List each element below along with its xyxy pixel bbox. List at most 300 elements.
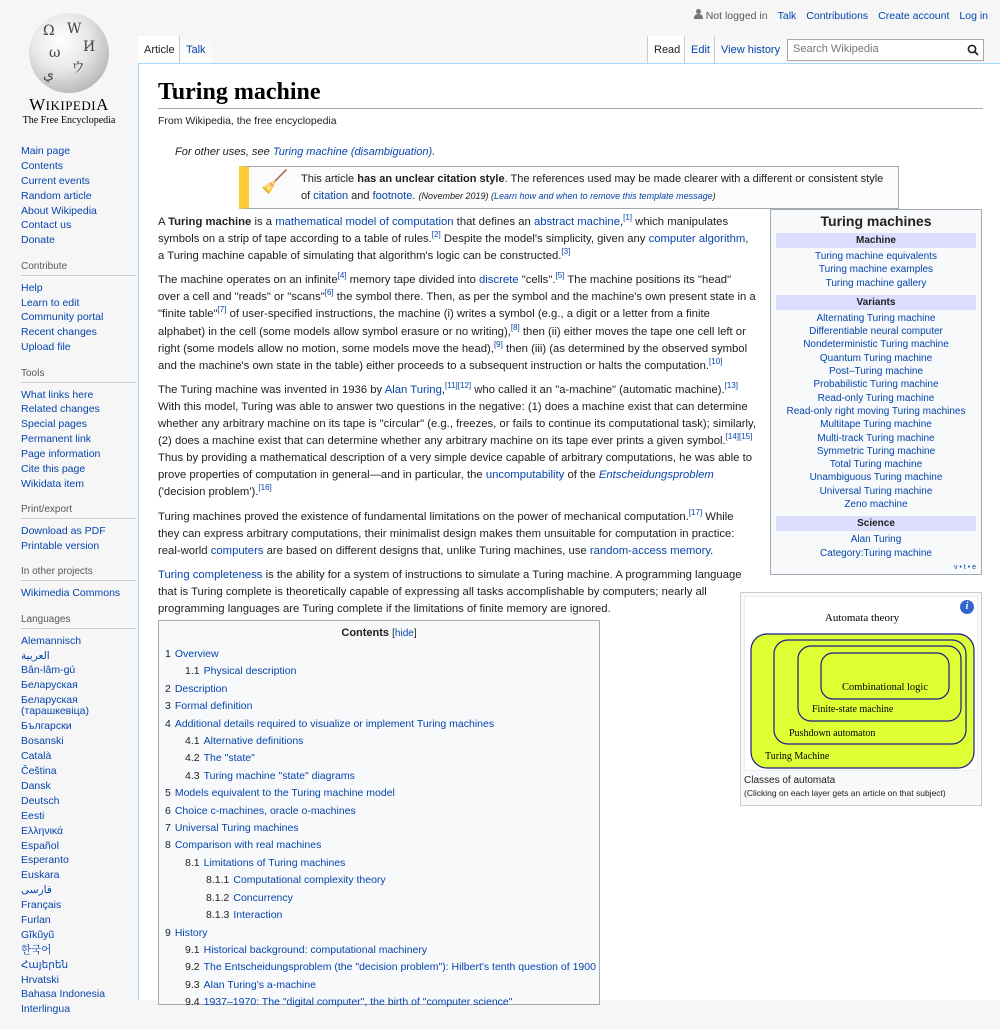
- navbox-link[interactable]: Symmetric Turing machine: [816, 445, 936, 457]
- toc-link[interactable]: Concurrency: [233, 891, 293, 904]
- page-title: Turing machine: [158, 79, 983, 109]
- hatnote: For other uses, see Turing machine (disambiguation).: [175, 146, 436, 158]
- info-icon[interactable]: i: [960, 600, 974, 614]
- sidebar-language-item-link[interactable]: Eesti: [21, 809, 45, 822]
- link-computers[interactable]: computers: [210, 544, 264, 557]
- navbox-link[interactable]: Category:Turing machine: [820, 547, 932, 559]
- citation-sup: [709, 357, 722, 366]
- tab-article[interactable]: Article: [138, 36, 181, 63]
- citation-ref[interactable]: [3]: [561, 247, 571, 257]
- paragraph-text: , a Turing machine capable of simulating that algorithm's logic can be constructed.: [158, 233, 749, 263]
- personal-tools: [694, 9, 988, 22]
- toc-item[interactable]: [165, 925, 593, 942]
- citation-sup: [338, 272, 347, 281]
- toc-item[interactable]: [165, 663, 593, 680]
- citation-ref[interactable]: [9]: [493, 339, 503, 349]
- sidebar-language-item-6: [21, 736, 136, 747]
- toc-number: 4.1: [185, 735, 200, 748]
- tab-talk[interactable]: Talk: [179, 36, 212, 63]
- sidebar-contribute-item-link[interactable]: Community portal: [21, 311, 104, 324]
- sidebar-nav-item-link[interactable]: Random article: [21, 189, 92, 202]
- sidebar-language-item-link[interactable]: Español: [21, 839, 59, 852]
- toc-link[interactable]: Additional details required to visualize or implement Turing machines: [174, 717, 495, 730]
- sidebar-language-item-12: [21, 826, 136, 837]
- citation-ref[interactable]: [4]: [337, 271, 347, 281]
- toc-number: 8.1.2: [206, 891, 230, 904]
- label-pushdown-automaton: Pushdown automaton: [789, 728, 876, 739]
- toc-item[interactable]: [165, 855, 593, 872]
- citation-sup: [689, 508, 702, 517]
- navbox-link[interactable]: Quantum Turing machine: [819, 352, 933, 364]
- toc-number: 9.2: [185, 961, 200, 974]
- paragraph: [158, 382, 756, 502]
- sidebar-language-item-17: [21, 900, 136, 911]
- paragraph-text: With this model, Turing was able to answer two questions in the negative: (1) does a machine exist that can determine whether any arbitrary machine on its tape is "circular" (e.g., freezes, or fails to continue its computational task); similarly, (2) does a machine exist that can determine whether any arbitrary machine on its tape ever prints a given symbol.: [158, 400, 757, 448]
- link-uncomputability[interactable]: uncomputability: [485, 469, 565, 482]
- toc-number: 6: [165, 804, 171, 817]
- sidebar-contribute-item-link[interactable]: Upload file: [21, 341, 71, 354]
- toc-link[interactable]: Limitations of Turing machines: [203, 856, 346, 869]
- sidebar-language-item-link[interactable]: Français: [21, 899, 62, 912]
- sidebar-tools-item-2: [21, 419, 136, 430]
- toc-item[interactable]: [165, 872, 593, 889]
- sidebar-other-item-link[interactable]: Wikimedia Commons: [21, 587, 121, 600]
- wikipedia-logo[interactable]: [20, 10, 118, 126]
- tools-list: [21, 390, 136, 491]
- toc-item[interactable]: [165, 698, 593, 715]
- sidebar-tools-item-5: [21, 464, 136, 475]
- sidebar-print-item-link[interactable]: Download as PDF: [21, 525, 106, 538]
- toc-item[interactable]: [165, 785, 593, 802]
- site-sub: From Wikipedia, the free encyclopedia: [158, 115, 337, 127]
- sidebar-tools-item-link[interactable]: What links here: [21, 388, 94, 401]
- vte-links[interactable]: v • t • e: [953, 564, 976, 571]
- toc-item[interactable]: [165, 750, 593, 767]
- toc-number: 9.1: [185, 943, 200, 956]
- sidebar-other-item-0: [21, 588, 136, 599]
- citation-sup: [623, 213, 632, 222]
- sidebar: [21, 146, 136, 1030]
- paragraph-text: is a: [251, 216, 276, 228]
- toc-item[interactable]: [165, 768, 593, 785]
- sidebar-language-item-link[interactable]: Български: [21, 720, 72, 733]
- search-icon[interactable]: [967, 44, 979, 56]
- login-link[interactable]: Log in: [959, 9, 988, 22]
- sidebar-nav-item-link[interactable]: Donate: [21, 234, 55, 247]
- sidebar-language-item-15: [21, 870, 136, 881]
- sidebar-nav-item-6: [21, 235, 136, 246]
- sidebar-language-item-link[interactable]: 한국어: [21, 943, 52, 956]
- sidebar-language-item-link[interactable]: فارسی: [21, 884, 52, 897]
- navbox-variants-head: Variants: [776, 295, 976, 310]
- toc-item[interactable]: [165, 716, 593, 733]
- toc-link[interactable]: Historical background: computational machinery: [203, 943, 428, 956]
- automata-thumbnail: [740, 592, 982, 806]
- paragraph-text: .: [710, 544, 714, 557]
- link-turing-completeness[interactable]: Turing completeness: [158, 568, 263, 581]
- toc-link[interactable]: Physical description: [203, 665, 297, 678]
- sidebar-language-item-20: [21, 945, 136, 956]
- main-content: [138, 63, 1000, 1009]
- toc-link[interactable]: History: [174, 926, 208, 939]
- paragraph-text: are based on different designs that, unlike Turing machines, use: [263, 544, 590, 557]
- tab-edit[interactable]: Edit: [684, 36, 716, 63]
- sidebar-language-item-link[interactable]: Bân-lâm-gú: [21, 664, 76, 677]
- toc-number: 8.1.1: [206, 874, 230, 887]
- sidebar-language-item-23: [21, 989, 136, 1000]
- sidebar-language-item-14: [21, 855, 136, 866]
- toc-item[interactable]: [165, 733, 593, 750]
- citation-ref[interactable]: [16]: [258, 483, 272, 493]
- paragraph-text: While they can express arbitrary computations, their minimalist design makes them unsuitable for computation in practice: real-world: [158, 510, 735, 557]
- puzzle-globe-icon: Ω W И ω ウ ي: [29, 13, 109, 93]
- citation-ref[interactable]: [13]: [724, 381, 738, 391]
- article-body: [158, 214, 756, 625]
- tab-read[interactable]: Read: [647, 36, 686, 63]
- toc-list: [165, 646, 596, 1012]
- print-list: [21, 526, 136, 552]
- wordmark: WIKIPEDIA: [29, 95, 109, 114]
- navbox-link[interactable]: Nondeterministic Turing machine: [803, 339, 949, 351]
- toc-number: 3: [165, 700, 171, 713]
- toc-item[interactable]: [165, 907, 593, 924]
- print-heading: Print/export: [21, 504, 136, 519]
- sidebar-contribute-item-0: [21, 283, 136, 294]
- navbox-science-list: [776, 533, 976, 560]
- toc-number: 8: [165, 839, 171, 852]
- toc-number: 8.1: [185, 856, 200, 869]
- toc-item[interactable]: [165, 890, 593, 907]
- sidebar-nav-item-3: [21, 191, 136, 202]
- navbox-link[interactable]: Alternating Turing machine: [816, 312, 936, 324]
- citation-sup: [726, 432, 753, 441]
- paragraph-text: ('decision problem').: [158, 486, 259, 499]
- sidebar-tools-item-link[interactable]: Permanent link: [21, 433, 92, 446]
- citation-sup: [432, 230, 441, 239]
- sidebar-language-item-link[interactable]: Interlingua: [21, 1003, 71, 1016]
- sidebar-language-item-1: [21, 651, 136, 662]
- paragraph-text: The machine positions its "head" over a cell and "reads" or "scans": [158, 274, 732, 304]
- toc-item[interactable]: [165, 837, 593, 854]
- sidebar-language-item-link[interactable]: Bosanski: [21, 735, 64, 748]
- toc-item[interactable]: [165, 820, 593, 837]
- toc-number: 2: [165, 682, 171, 695]
- label-finite-state-machine: Finite-state machine: [812, 704, 894, 715]
- sidebar-language-item-link[interactable]: Català: [21, 750, 52, 763]
- sidebar-language-item-7: [21, 751, 136, 762]
- sidebar-language-item-9: [21, 781, 136, 792]
- link-random-access-memory[interactable]: random-access memory: [589, 544, 711, 557]
- paragraph-text: The machine operates on an infinite: [158, 274, 338, 287]
- navbox-variants-list: [776, 312, 976, 511]
- sidebar-language-item-16: [21, 885, 136, 896]
- toc-item[interactable]: [165, 681, 593, 698]
- contribute-list: [21, 283, 136, 354]
- sidebar-language-item-18: [21, 915, 136, 926]
- toc-number: 4.2: [185, 752, 200, 765]
- sidebar-language-item-10: [21, 796, 136, 807]
- toc-link[interactable]: The Entscheidungsproblem (the "decision problem"): Hilbert's tenth question of 1900: [203, 961, 596, 974]
- citation-ref[interactable]: [6]: [324, 288, 334, 298]
- toc-number: 4: [165, 717, 171, 730]
- paragraph-text: Thus by providing a mathematical description of a very simple device capable of arbitrary computations, he was able to prove properties of computation in general—and in particular, the: [158, 452, 753, 482]
- toc-number: 4.3: [185, 769, 200, 782]
- toc-link[interactable]: Description: [174, 682, 228, 695]
- paragraph-text: the symbol there. Then, as per the symbol and the machine's own present state in a "finite table": [158, 291, 756, 321]
- sidebar-tools-item-0: [21, 390, 136, 401]
- sidebar-contribute-item-link[interactable]: Help: [21, 281, 43, 294]
- toc-number: 9.4: [185, 996, 200, 1009]
- citation-ref[interactable]: [14][15]: [725, 432, 753, 442]
- sidebar-contribute-item-3: [21, 327, 136, 338]
- citation-style-notice: 🧹 This article has an unclear citation style. The references used may be made clearer with a different or consistent style of citation and footnote. (November 2019) (Learn how and when to remove this template message): [239, 166, 899, 209]
- navbox-link[interactable]: Probabilistic Turing machine: [813, 379, 939, 391]
- turing-machines-navbox: [770, 209, 982, 575]
- navbox-link[interactable]: Turing machine examples: [818, 264, 934, 276]
- create-account-link[interactable]: Create account: [878, 9, 950, 22]
- sidebar-contribute-item-1: [21, 298, 136, 309]
- learn-remove-link[interactable]: Learn how and when to remove this template message: [494, 191, 713, 201]
- languages-list: [21, 636, 136, 1016]
- navbox-science-head: Science: [776, 516, 976, 531]
- citation-sup: [445, 381, 471, 390]
- sidebar-nav-item-link[interactable]: Current events: [21, 174, 90, 187]
- citation-link[interactable]: citation: [313, 190, 349, 202]
- sidebar-language-item-link[interactable]: Esperanto: [21, 854, 69, 867]
- navbox-link[interactable]: Total Turing machine: [829, 459, 923, 471]
- paragraph-text: is the ability for a system of instructions to simulate a Turing machine. A programming language that is Turing complete is theoretically capable of expressing all tasks accomplishable by computers; nearly all programming languages are Turing complete if the limitations of finite memory are ignored.: [158, 568, 742, 615]
- sidebar-language-item-link[interactable]: Čeština: [21, 765, 57, 778]
- toc-link[interactable]: Overview: [174, 648, 219, 660]
- disambiguation-link[interactable]: Turing machine (disambiguation): [272, 146, 433, 158]
- tools-heading: Tools: [21, 368, 136, 383]
- link-entscheidungsproblem[interactable]: Entscheidungsproblem: [598, 469, 714, 482]
- navbox-link[interactable]: Zeno machine: [844, 499, 908, 511]
- thumb-caption: Classes of automata (Clicking on each layer gets an article on that subject): [744, 775, 946, 798]
- toc-link[interactable]: The "state": [203, 752, 255, 765]
- sidebar-nav-item-link[interactable]: Main page: [21, 145, 71, 157]
- sidebar-language-item-link[interactable]: Беларуская: [21, 679, 78, 692]
- sidebar-nav-item-link[interactable]: Contact us: [21, 219, 72, 232]
- sidebar-language-item-link[interactable]: Furlan: [21, 913, 51, 926]
- sidebar-contribute-item-link[interactable]: Recent changes: [21, 326, 97, 339]
- toc-item[interactable]: [165, 803, 593, 820]
- paragraph-text: Despite the model's simplicity, given any: [440, 233, 649, 246]
- sidebar-tools-item-6: [21, 479, 136, 490]
- sidebar-nav-item-1: [21, 161, 136, 172]
- navbox-link[interactable]: Differentiable neural computer: [809, 326, 943, 338]
- contributions-link[interactable]: Contributions: [806, 9, 869, 22]
- toc-link[interactable]: Computational complexity theory: [233, 874, 386, 887]
- toc-item[interactable]: [165, 646, 593, 663]
- sidebar-language-item-2: [21, 665, 136, 676]
- toc-link[interactable]: Universal Turing machines: [174, 822, 299, 835]
- toc-number: 9: [165, 926, 171, 939]
- contribute-heading: Contribute: [21, 261, 136, 276]
- paragraph-text: that defines an: [453, 216, 534, 228]
- toc-item[interactable]: [165, 959, 596, 976]
- sidebar-tools-item-link[interactable]: Wikidata item: [21, 477, 85, 490]
- toc-item[interactable]: [165, 942, 593, 959]
- sidebar-language-item-0: [21, 636, 136, 647]
- broom-icon: 🧹: [261, 169, 289, 194]
- paragraph-text: ,: [619, 216, 624, 228]
- bold-term: Turing machine: [168, 216, 252, 228]
- toc-number: 5: [165, 787, 171, 800]
- paragraph-text: Turing machines proved the existence of fundamental limitations on the power of mechanical computation.: [158, 510, 689, 523]
- sidebar-print-item-0: [21, 526, 136, 537]
- sidebar-contribute-item-link[interactable]: Learn to edit: [21, 296, 80, 309]
- link-abstract-machine[interactable]: abstract machine: [533, 216, 620, 228]
- navbox-link[interactable]: Read-only Turing machine: [817, 392, 935, 404]
- navbox-link[interactable]: Turing machine equivalents: [815, 251, 937, 262]
- sidebar-print-item-link[interactable]: Printable version: [21, 540, 100, 553]
- sidebar-language-item-link[interactable]: Bahasa Indonesia: [21, 988, 106, 1001]
- citation-sup: [494, 340, 503, 349]
- sidebar-language-item-22: [21, 975, 136, 986]
- paragraph-text: The Turing machine was invented in 1936 by: [158, 383, 385, 396]
- label-turing-machine: Turing Machine: [765, 751, 830, 762]
- navbox-link[interactable]: Multi-track Turing machine: [817, 432, 935, 444]
- navbox-link[interactable]: Read-only right moving Turing machines: [786, 405, 966, 417]
- sidebar-tools-item-link[interactable]: Cite this page: [21, 462, 86, 475]
- paragraph: [158, 272, 756, 375]
- toc-item[interactable]: [165, 977, 593, 994]
- sidebar-nav-item-0: [21, 146, 136, 157]
- link-alan-turing[interactable]: Alan Turing: [384, 383, 442, 396]
- citation-ref[interactable]: [17]: [688, 507, 703, 517]
- not-logged-in: Not logged in: [694, 9, 768, 22]
- citation-sup: [325, 289, 334, 298]
- navbox-link[interactable]: Multitape Turing machine: [820, 419, 932, 431]
- wordmark-tagline: The Free Encyclopedia: [22, 115, 116, 126]
- navbox-title: Turing machines: [820, 213, 932, 229]
- sidebar-contribute-item-4: [21, 342, 136, 353]
- table-of-contents: [158, 620, 600, 1009]
- navbox-machine-head: Machine: [776, 233, 976, 248]
- footnote-link[interactable]: footnote: [372, 190, 413, 202]
- toc-link[interactable]: Models equivalent to the Turing machine model: [174, 787, 395, 800]
- citation-ref[interactable]: [11][12]: [445, 381, 472, 391]
- toc-title: Contents [hide]: [341, 627, 417, 639]
- citation-sup: [561, 247, 570, 256]
- sidebar-tools-item-link[interactable]: Related changes: [21, 403, 100, 416]
- toc-number: 9.3: [185, 978, 200, 991]
- talk-link[interactable]: Talk: [777, 9, 797, 22]
- sidebar-contribute-item-2: [21, 312, 136, 323]
- navigation-list: [21, 146, 136, 247]
- navbox-link[interactable]: Post–Turing machine: [828, 366, 924, 378]
- toc-number: 1.1: [185, 665, 200, 678]
- paragraph-text: A: [158, 216, 169, 228]
- citation-sup: [725, 381, 738, 390]
- paragraph-text: who called it an "a-machine" (automatic machine).: [471, 383, 725, 396]
- paragraph-text: "cells".: [518, 274, 556, 287]
- sidebar-language-item-4: [21, 695, 136, 718]
- citation-ref[interactable]: [8]: [510, 322, 520, 332]
- paragraph: [158, 567, 756, 618]
- sidebar-language-item-link[interactable]: Ελληνικά: [21, 824, 64, 837]
- sidebar-nav-item-link[interactable]: Contents: [21, 159, 64, 172]
- toc-link[interactable]: Alternative definitions: [203, 735, 304, 748]
- sidebar-language-item-8: [21, 766, 136, 777]
- sidebar-language-item-link[interactable]: Alemannisch: [21, 634, 82, 647]
- citation-ref[interactable]: [10]: [709, 356, 723, 366]
- sidebar-language-item-link[interactable]: Հայերեն: [21, 958, 69, 971]
- citation-ref[interactable]: [5]: [555, 271, 565, 281]
- toc-link[interactable]: Alan Turing's a-machine: [203, 978, 316, 991]
- toc-link[interactable]: Comparison with real machines: [174, 839, 322, 852]
- toc-item[interactable]: [165, 994, 593, 1011]
- link-discrete[interactable]: discrete: [479, 274, 519, 287]
- link-mathematical-model-of-computation[interactable]: mathematical model of computation: [275, 216, 454, 228]
- diagram-title: Automata theory: [824, 612, 900, 624]
- paragraph: [158, 509, 756, 560]
- sidebar-tools-item-link[interactable]: Special pages: [21, 418, 87, 431]
- toc-link[interactable]: 1937–1970: The "digital computer", the birth of "computer science": [203, 996, 513, 1009]
- navbox-link[interactable]: Alan Turing: [850, 534, 902, 546]
- toc-hide-toggle[interactable]: hide: [394, 628, 414, 639]
- navbox-machine-list: [776, 250, 976, 290]
- citation-ref[interactable]: [7]: [217, 305, 227, 315]
- sidebar-language-item-24: [21, 1004, 136, 1015]
- paragraph-text: which manipulates symbols on a strip of tape according to a table of rules.: [158, 216, 729, 246]
- label-combinational-logic: Combinational logic: [841, 682, 929, 693]
- paragraph-text: then (iii) (as determined by the observed symbol and the machine's own state in the table) either proceeds to a subsequent instruction or halts the computation.: [158, 342, 748, 372]
- languages-heading: Languages: [21, 614, 136, 629]
- toc-number: 1: [165, 648, 171, 660]
- paragraph-text: then (ii) either moves the tape one cell left or right (some models allow no motion, some models move the head),: [158, 325, 746, 355]
- tab-view-history[interactable]: View history: [714, 36, 786, 63]
- link-computer-algorithm[interactable]: computer algorithm: [648, 233, 746, 246]
- toc-link[interactable]: Formal definition: [174, 700, 253, 713]
- toc-link[interactable]: Turing machine "state" diagrams: [203, 769, 355, 782]
- paragraph-text: of the: [564, 469, 599, 482]
- navbox-link[interactable]: Unambiguous Turing machine: [809, 472, 943, 484]
- sidebar-language-item-link[interactable]: Dansk: [21, 779, 51, 792]
- sidebar-nav-item-link[interactable]: About Wikipedia: [21, 204, 97, 217]
- sidebar-language-item-link[interactable]: Hrvatski: [21, 973, 59, 986]
- sidebar-tools-item-3: [21, 434, 136, 445]
- sidebar-tools-item-1: [21, 404, 136, 415]
- navbox-link[interactable]: Universal Turing machine: [819, 485, 933, 497]
- automata-diagram[interactable]: [744, 596, 978, 771]
- sidebar-tools-item-link[interactable]: Page information: [21, 448, 101, 461]
- sidebar-language-item-19: [21, 930, 136, 941]
- citation-sup: [511, 323, 520, 332]
- toc-link[interactable]: Interaction: [233, 909, 283, 922]
- user-icon: [694, 9, 703, 19]
- sidebar-language-item-11: [21, 811, 136, 822]
- toc-link[interactable]: Choice c-machines, oracle o-machines: [174, 804, 356, 817]
- paragraph-text: of user-specified instructions, the machine (i) writes a symbol (e.g., a digit or a letter from a finite alphabet) in the cell (some models allow symbol erasure or no writing),: [158, 308, 710, 338]
- sidebar-print-item-1: [21, 541, 136, 552]
- sidebar-nav-item-4: [21, 206, 136, 217]
- sidebar-language-item-link[interactable]: Euskara: [21, 869, 60, 882]
- sidebar-language-item-link[interactable]: Gĩkũyũ: [21, 928, 55, 941]
- navbox-link[interactable]: Turing machine gallery: [825, 277, 927, 289]
- paragraph: [158, 214, 756, 265]
- sidebar-language-item-link[interactable]: Беларуская (тарашкевіца): [21, 694, 89, 718]
- sidebar-language-item-5: [21, 721, 136, 732]
- sidebar-language-item-link[interactable]: العربية: [21, 649, 50, 662]
- sidebar-nav-item-2: [21, 176, 136, 187]
- citation-ref[interactable]: [2]: [431, 230, 441, 240]
- sidebar-language-item-link[interactable]: Deutsch: [21, 794, 60, 807]
- citation-ref[interactable]: [1]: [623, 213, 633, 223]
- search-input[interactable]: Search Wikipedia: [787, 39, 984, 61]
- sidebar-nav-item-5: [21, 220, 136, 231]
